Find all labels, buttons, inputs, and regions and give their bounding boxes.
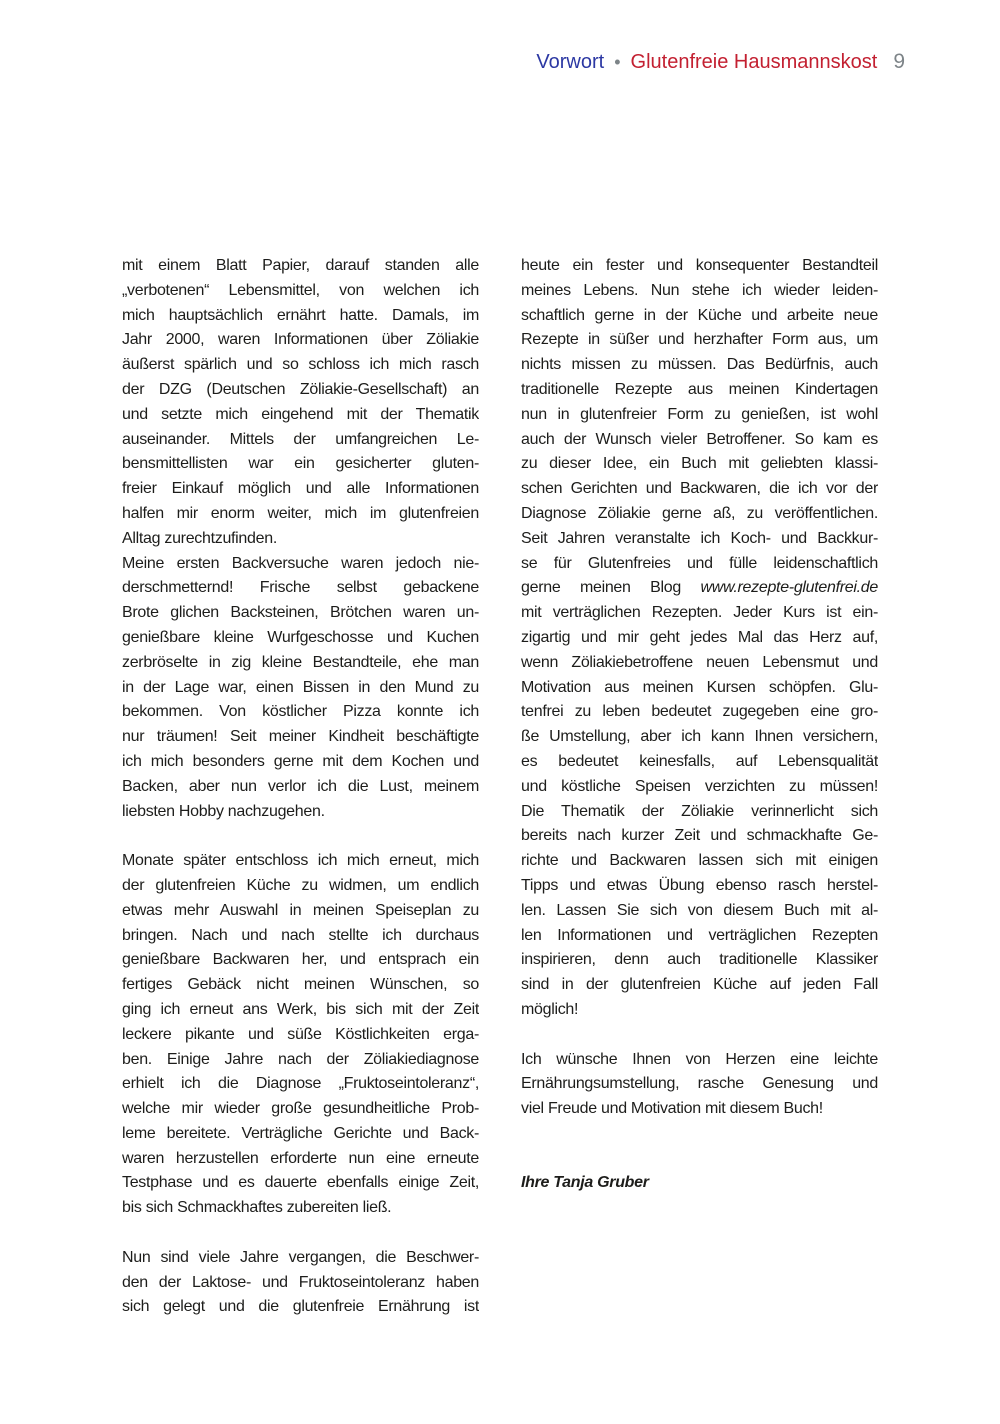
text-line: zu dieser Idee, ein Buch mit geliebten klassi- bbox=[521, 455, 878, 473]
text-line: genießbare Backwaren her, und entsprach ein bbox=[122, 951, 479, 969]
text-line: nur träumen! Seit meiner Kindheit beschäftigte bbox=[122, 728, 479, 746]
text-line: es bedeutet keinesfalls, auf Lebensqualität bbox=[521, 752, 878, 770]
text-line: nichts missen zu müssen. Das Bedürfnis, auch bbox=[521, 356, 878, 374]
blank-line bbox=[521, 1023, 878, 1048]
text-line: mit verträglichen Rezepten. Jeder Kurs ist ein- bbox=[521, 604, 878, 622]
text-line: schaftlich gerne in der Küche und arbeite neue bbox=[521, 306, 878, 324]
text-line: sich gelegt und die glutenfreie Ernährung ist bbox=[122, 1298, 479, 1316]
text-line: Rezepte in süßer und herzhafter Form aus, um bbox=[521, 331, 878, 349]
text-line bbox=[521, 576, 878, 601]
signature bbox=[521, 1171, 878, 1196]
text-line: Nun sind viele Jahre vergangen, die Beschwer- bbox=[122, 1248, 479, 1266]
text-line: schen Gerichten und Backwaren, die ich vor der bbox=[521, 480, 878, 498]
text-line: bekommen. Von köstlicher Pizza konnte ich bbox=[122, 703, 479, 721]
text-line: Jahr 2000, waren Informationen über Zöliakie bbox=[122, 331, 479, 349]
column-right bbox=[521, 254, 878, 1320]
text-line: Monate später entschloss ich mich erneut, mich bbox=[122, 852, 479, 870]
text-line: ich mich besonders gerne mit dem Kochen und bbox=[122, 752, 479, 770]
text-columns bbox=[122, 254, 878, 1320]
text-line: Ich wünsche Ihnen von Herzen eine leichte bbox=[521, 1050, 878, 1068]
text-line: mit einem Blatt Papier, darauf standen alle bbox=[122, 257, 479, 274]
paragraph bbox=[122, 849, 479, 1221]
text-line: len. Lassen Sie sich von diesem Buch mit al- bbox=[521, 901, 878, 919]
text-line: Seit Jahren veranstalte ich Koch- und Backkur- bbox=[521, 529, 878, 547]
text-line: ben. Einige Jahre nach der Zöliakiediagnose bbox=[122, 1050, 479, 1068]
text-line: und köstliche Speisen verzichten zu müssen! bbox=[521, 777, 878, 795]
text-line: Alltag zurechtzufinden. bbox=[122, 529, 277, 547]
text-line: inspirieren, denn auch traditionelle Klassiker bbox=[521, 951, 878, 969]
text-line: freier Einkauf möglich und alle Informationen bbox=[122, 480, 479, 498]
text-line: Brote glichen Backsteinen, Brötchen waren un- bbox=[122, 604, 479, 622]
text-line: leme bereitete. Verträgliche Gerichte und Back- bbox=[122, 1124, 479, 1142]
paragraph bbox=[521, 1048, 878, 1122]
text-line: leckere pikante und süße Köstlichkeiten erga- bbox=[122, 1025, 479, 1043]
blank-line bbox=[521, 1147, 878, 1172]
text-line: zigartig und mir geht jedes Mal das Herz auf, bbox=[521, 628, 878, 646]
page-header bbox=[536, 50, 905, 74]
text-line: sind in der glutenfreien Küche auf jeden Fall bbox=[521, 976, 878, 994]
text-line: in der Lage war, einen Bissen in den Mund zu bbox=[122, 678, 479, 696]
text-line: tenfrei zu leben bedeutet zugegeben eine gro- bbox=[521, 703, 878, 721]
paragraph bbox=[122, 1246, 479, 1320]
text-line: heute ein fester und konsequenter Bestandteil bbox=[521, 257, 878, 274]
section-label: Vorwort bbox=[536, 51, 605, 73]
text-line: und setzte mich eingehend mit der Thematik bbox=[122, 405, 479, 423]
book-title: Glutenfreie Hausmannskost bbox=[630, 51, 878, 73]
blog-url: www.rezepte-glutenfrei.de bbox=[700, 579, 878, 597]
text-line: derschmetternd! Frische selbst gebackene bbox=[122, 579, 479, 597]
text-line: Ihre Tanja Gruber bbox=[521, 1174, 649, 1192]
column-left bbox=[122, 254, 479, 1320]
text-line: Die Thematik der Zöliakie verinnerlicht sich bbox=[521, 802, 878, 820]
text-line: Tipps und etwas Übung ebenso rasch herstel- bbox=[521, 876, 878, 894]
text-line: etwas mehr Auswahl in meinen Speiseplan zu bbox=[122, 901, 479, 919]
text-line: möglich! bbox=[521, 1000, 579, 1018]
blank-line bbox=[122, 1221, 479, 1246]
text-line: ße Umstellung, aber ich kann Ihnen versichern, bbox=[521, 728, 878, 746]
text-line: mich hauptsächlich ernährt hatte. Damals, im bbox=[122, 306, 479, 324]
paragraph bbox=[521, 254, 878, 1023]
text-line: Ernährungsumstellung, rasche Genesung und bbox=[521, 1075, 878, 1093]
blank-line bbox=[122, 824, 479, 849]
text-line: Diagnose Zöliakie gerne aß, zu veröffentlichen. bbox=[521, 504, 878, 522]
text-line: Backen, aber nun verlor ich die Lust, meinem bbox=[122, 777, 479, 795]
text-line: len Informationen und verträglichen Rezepten bbox=[521, 926, 878, 944]
text-line: auseinander. Mittels der umfangreichen Le- bbox=[122, 430, 479, 448]
text-line: halfen mir enorm weiter, mich im glutenfreien bbox=[122, 504, 479, 522]
text-line: se für Glutenfreies und fülle leidenschaftlich bbox=[521, 554, 878, 572]
text-line: richte und Backwaren lassen sich mit einigen bbox=[521, 852, 878, 870]
text-line: den der Laktose- und Fruktoseintoleranz haben bbox=[122, 1273, 479, 1291]
text-line: „verbotenen“ Lebensmittel, von welchen ich bbox=[122, 281, 479, 299]
text-line: welche mir wieder große gesundheitliche Prob- bbox=[122, 1100, 479, 1118]
page-number: 9 bbox=[893, 50, 905, 73]
text-line: bringen. Nach und nach stellte ich durchaus bbox=[122, 926, 479, 944]
blank-line bbox=[521, 1122, 878, 1147]
text-line: bensmittellisten war ein gesicherter gluten- bbox=[122, 455, 479, 473]
text-line: genießbare kleine Wurfgeschosse und Kuchen bbox=[122, 628, 479, 646]
text-line: meines Lebens. Nun stehe ich wieder leiden- bbox=[521, 281, 878, 299]
text-line: Motivation aus meinen Kursen schöpfen. Glu- bbox=[521, 678, 878, 696]
paragraph bbox=[122, 254, 479, 552]
text-line: nun in glutenfreier Form zu genießen, ist wohl bbox=[521, 405, 878, 423]
text-line: der glutenfreien Küche zu widmen, um endlich bbox=[122, 876, 479, 894]
text-line: äußerst spärlich und so schloss ich mich rasch bbox=[122, 356, 479, 374]
text-line: fertiges Gebäck nicht meinen Wünschen, so bbox=[122, 976, 479, 994]
text-line: auch der Wunsch vieler Betroffener. So kam es bbox=[521, 430, 878, 448]
text-line: wenn Zöliakiebetroffene neuen Lebensmut und bbox=[521, 653, 878, 671]
text-line: Testphase und es dauerte ebenfalls einige Zeit, bbox=[122, 1174, 479, 1192]
text-line: waren herzustellen erforderte nun eine erneute bbox=[122, 1149, 479, 1167]
text-line: bereits nach kurzer Zeit und schmackhafte Ge- bbox=[521, 827, 878, 845]
text-line: Meine ersten Backversuche waren jedoch nie- bbox=[122, 554, 479, 572]
text-line: bis sich Schmackhaftes zubereiten ließ. bbox=[122, 1199, 392, 1217]
text-line: erhielt ich die Diagnose „Fruktoseintoleranz“, bbox=[122, 1075, 479, 1093]
text-line: traditionelle Rezepte aus meinen Kindertagen bbox=[521, 380, 878, 398]
text-line: viel Freude und Motivation mit diesem Buch! bbox=[521, 1100, 823, 1118]
text-line: der DZG (Deutschen Zöliakie-Gesellschaft) an bbox=[122, 380, 479, 398]
paragraph bbox=[122, 552, 479, 825]
separator-dot: • bbox=[614, 52, 621, 72]
text-segment: gerne meinen Blog bbox=[521, 579, 701, 597]
text-line: zerbröselte in zig kleine Bestandteile, ehe man bbox=[122, 653, 479, 671]
text-line: liebsten Hobby nachzugehen. bbox=[122, 802, 325, 820]
text-line: ging ich erneut ans Werk, bis sich mit der Zeit bbox=[122, 1000, 479, 1018]
